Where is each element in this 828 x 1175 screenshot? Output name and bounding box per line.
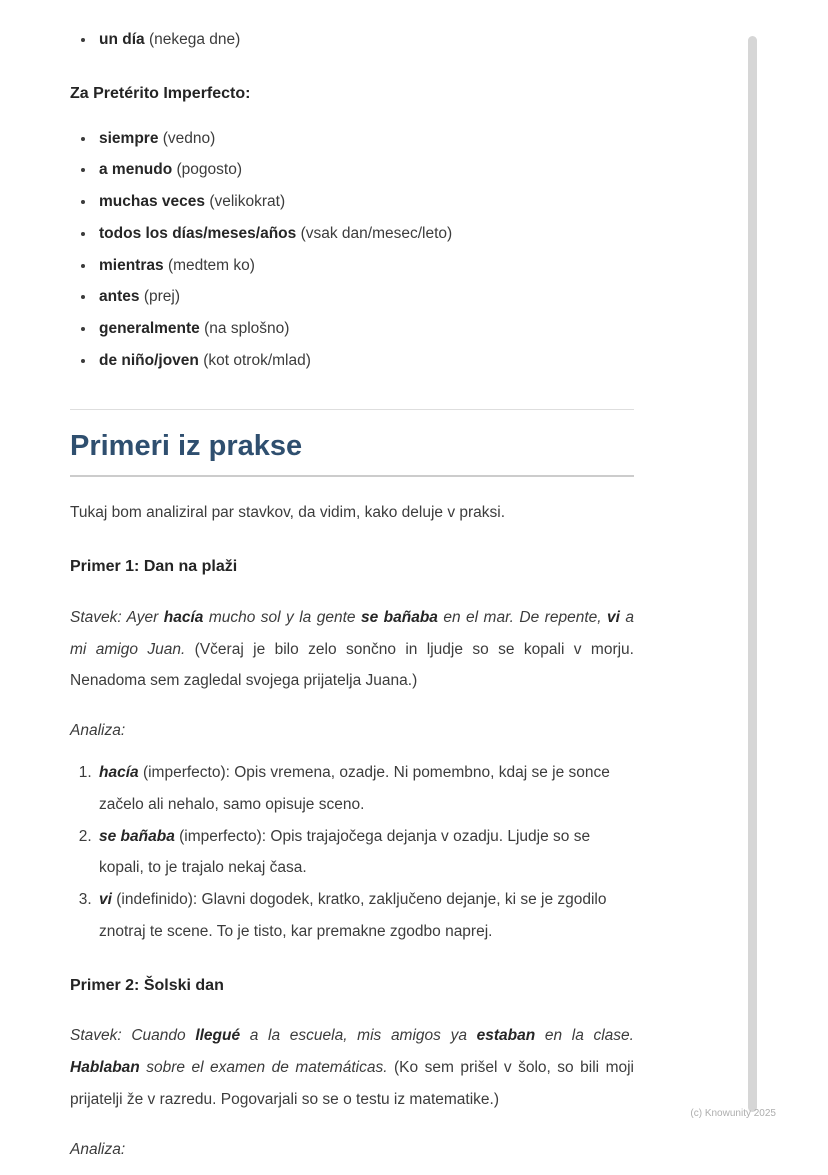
- marker-term: siempre: [99, 129, 159, 147]
- analysis-point: 3. vi (indefinido): Glavni dogodek, kratko, zaključeno dejanje, ki se je zgodilo znotraj te scene. To je tisto, kar premakne zgodbo naprej.: [96, 884, 634, 948]
- intro-paragraph: Tukaj bom analiziral par stavkov, da vidim, kako deluje v praksi.: [70, 504, 506, 522]
- marker-term: mientras: [99, 256, 164, 274]
- list-item: [96, 186, 634, 218]
- list-item: [96, 218, 634, 250]
- example2-heading: Primer 2: Šolski dan: [70, 976, 224, 994]
- example1-analysis-list: [70, 757, 634, 948]
- marker-translation: (vedno): [162, 129, 216, 147]
- list-item: [96, 154, 634, 186]
- marker-translation: (na splošno): [204, 320, 290, 338]
- lead-marker-list: [70, 24, 634, 56]
- list-item: [96, 24, 634, 56]
- copyright-footer: (c) Knowunity 2025: [690, 1108, 776, 1119]
- marker-term: generalmente: [99, 320, 200, 338]
- marker-term: a menudo: [99, 161, 173, 179]
- document-content: [70, 0, 634, 1175]
- marker-translation: (medtem ko): [167, 256, 255, 274]
- marker-translation: (kot otrok/mlad): [203, 351, 311, 369]
- section-divider: [70, 409, 634, 410]
- analysis-point: 2. se bañaba (imperfecto): Opis trajajočega dejanja v ozadju. Ljudje so se kopali, to je trajalo nekaj časa.: [96, 821, 634, 885]
- marker-translation: (vsak dan/mesec/leto): [300, 224, 453, 242]
- example2-analysis-label: Analiza:: [70, 1140, 126, 1158]
- imperfecto-heading: Za Pretérito Imperfecto:: [70, 84, 251, 102]
- scrollbar-thumb[interactable]: [748, 36, 757, 1112]
- list-item: [96, 281, 634, 313]
- section-title: Primeri iz prakse: [70, 428, 634, 478]
- example1-sentence: Stavek: Ayer hacía mucho sol y la gente se bañaba en el mar. De repente, vi a mi amigo Juan. (Včeraj je bilo zelo sončno in ljudje so se kopali v morju. Nenadoma sem zagledal svojega prijatelja Juana.): [70, 608, 634, 690]
- imperfecto-marker-list: [70, 123, 634, 377]
- marker-translation: (prej): [143, 288, 180, 306]
- list-item: [96, 313, 634, 345]
- marker-translation: (velikokrat): [209, 193, 286, 211]
- analysis-point: 1. hacía (imperfecto): Opis vremena, ozadje. Ni pomembno, kdaj se je sonce začelo ali nehalo, samo opisuje sceno.: [96, 757, 634, 821]
- marker-term: todos los días/meses/años: [99, 224, 297, 242]
- marker-term: de niño/joven: [99, 351, 199, 369]
- marker-term: un día: [99, 31, 145, 48]
- list-item: [96, 345, 634, 377]
- marker-term: muchas veces: [99, 193, 205, 211]
- example2-sentence: Stavek: Cuando llegué a la escuela, mis amigos ya estaban en la clase. Hablaban sobre el examen de matemáticas. (Ko sem prišel v šolo, so bili moji prijatelji že v razredu. Pogovarjali so se o testu iz matematike.): [70, 1027, 634, 1108]
- list-item: [96, 123, 634, 155]
- marker-translation: (nekega dne): [148, 31, 241, 48]
- example1-analysis-label: Analiza:: [70, 722, 126, 740]
- marker-translation: (pogosto): [176, 161, 242, 179]
- example1-heading: Primer 1: Dan na plaži: [70, 558, 238, 576]
- marker-term: antes: [99, 288, 140, 306]
- list-item: [96, 250, 634, 282]
